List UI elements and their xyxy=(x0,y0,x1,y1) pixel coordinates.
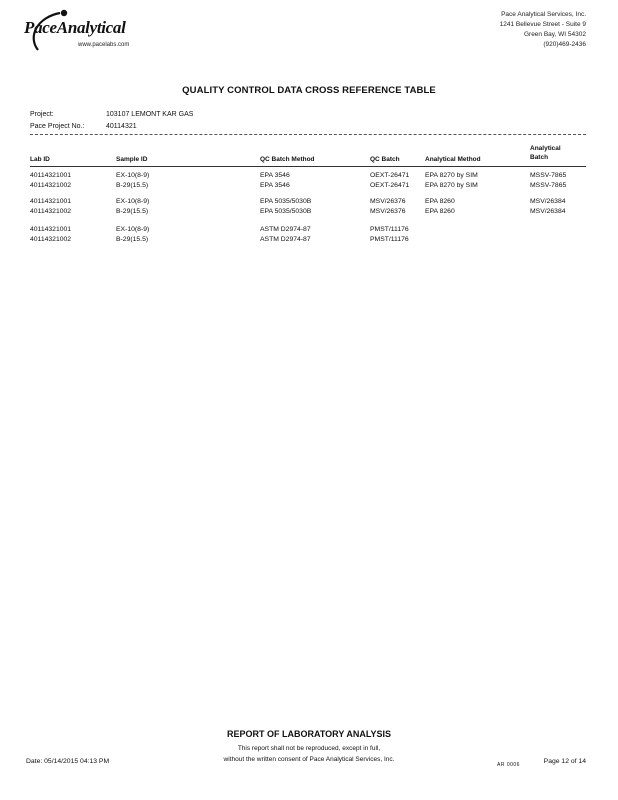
header-analytical-batch-line1: Analytical xyxy=(530,145,561,152)
cell-lab-id: 40114321002 xyxy=(30,182,72,189)
cell-lab-id: 40114321001 xyxy=(30,198,72,205)
cell-qc-method: EPA 5035/5030B xyxy=(260,198,312,205)
cell-sample-id: EX-10(8-9) xyxy=(116,226,150,233)
divider xyxy=(30,134,586,135)
header-sample-id: Sample ID xyxy=(116,156,148,163)
header-analytical-method: Analytical Method xyxy=(425,156,481,163)
cell-sample-id: EX-10(8-9) xyxy=(116,172,150,179)
table-row xyxy=(0,172,618,182)
table-row xyxy=(0,236,618,246)
logo-url: www.pacelabs.com xyxy=(78,42,130,48)
page-title: QUALITY CONTROL DATA CROSS REFERENCE TABLE xyxy=(182,85,436,96)
page-number: Page 12 of 14 xyxy=(543,758,586,765)
pace-project-value: 40114321 xyxy=(106,123,137,130)
table-row xyxy=(0,226,618,236)
header-lab-id: Lab ID xyxy=(30,156,50,163)
project-label: Project: xyxy=(30,111,54,118)
cell-analytical-batch: MSSV-7865 xyxy=(530,172,567,179)
cell-lab-id: 40114321001 xyxy=(30,172,72,179)
ar-code: AR 0006 xyxy=(497,762,520,768)
cell-qc-batch: OEXT-26471 xyxy=(370,172,410,179)
cell-qc-method: EPA 5035/5030B xyxy=(260,208,312,215)
logo-text: PaceAnalytical xyxy=(24,18,126,37)
header-analytical-batch-line2: Batch xyxy=(530,154,549,161)
cell-sample-id: B-29(15.5) xyxy=(116,236,149,243)
cell-qc-method: ASTM D2974-87 xyxy=(260,236,311,243)
pace-project-row xyxy=(30,123,137,130)
footer-notice-line: This report shall not be reproduced, except in full, xyxy=(237,745,381,752)
cell-qc-method: EPA 3546 xyxy=(260,182,290,189)
address-line: 1241 Bellevue Street - Suite 9 xyxy=(499,21,586,28)
report-footer-title: REPORT OF LABORATORY ANALYSIS xyxy=(226,729,392,739)
cell-qc-batch: PMST/11176 xyxy=(370,226,409,233)
cell-qc-method: EPA 3546 xyxy=(260,172,290,179)
cell-qc-method: ASTM D2974-87 xyxy=(260,226,311,233)
cell-analytical-method: EPA 8270 by SIM xyxy=(425,182,478,189)
header-analytical-batch xyxy=(530,144,561,162)
cell-lab-id: 40114321002 xyxy=(30,208,72,215)
address-line: Pace Analytical Services, Inc. xyxy=(501,11,586,18)
project-value: 103107 LEMONT KAR GAS xyxy=(106,111,194,118)
footer-notice-line: without the written consent of Pace Analytical Services, Inc. xyxy=(223,756,395,763)
cell-qc-batch: OEXT-26471 xyxy=(370,182,410,189)
cell-sample-id: B-29(15.5) xyxy=(116,208,149,215)
pace-project-label: Pace Project No.: xyxy=(30,123,85,130)
cell-analytical-batch: MSSV-7865 xyxy=(530,182,567,189)
cell-analytical-method: EPA 8260 xyxy=(425,208,455,215)
cell-sample-id: EX-10(8-9) xyxy=(116,198,150,205)
table-row xyxy=(0,208,618,218)
cell-sample-id: B-29(15.5) xyxy=(116,182,149,189)
cell-lab-id: 40114321001 xyxy=(30,226,72,233)
header-rule xyxy=(30,166,586,167)
cell-analytical-method: EPA 8260 xyxy=(425,198,455,205)
cell-analytical-method: EPA 8270 by SIM xyxy=(425,172,478,179)
cell-qc-batch: MSV/26376 xyxy=(370,198,406,205)
header-qc-batch-method: QC Batch Method xyxy=(260,156,315,163)
address-line: (920)469-2436 xyxy=(543,41,586,48)
cell-analytical-batch: MSV/26384 xyxy=(530,198,566,205)
cell-qc-batch: MSV/26376 xyxy=(370,208,406,215)
table-row xyxy=(0,198,618,208)
header-qc-batch: QC Batch xyxy=(370,156,400,163)
cell-qc-batch: PMST/11176 xyxy=(370,236,409,243)
address-line: Green Bay, WI 54302 xyxy=(523,31,586,38)
cell-lab-id: 40114321002 xyxy=(30,236,72,243)
table-row xyxy=(0,182,618,192)
report-date: Date: 05/14/2015 04:13 PM xyxy=(26,758,110,765)
project-row xyxy=(30,111,193,118)
cell-analytical-batch: MSV/26384 xyxy=(530,208,566,215)
lab-address xyxy=(500,10,586,50)
